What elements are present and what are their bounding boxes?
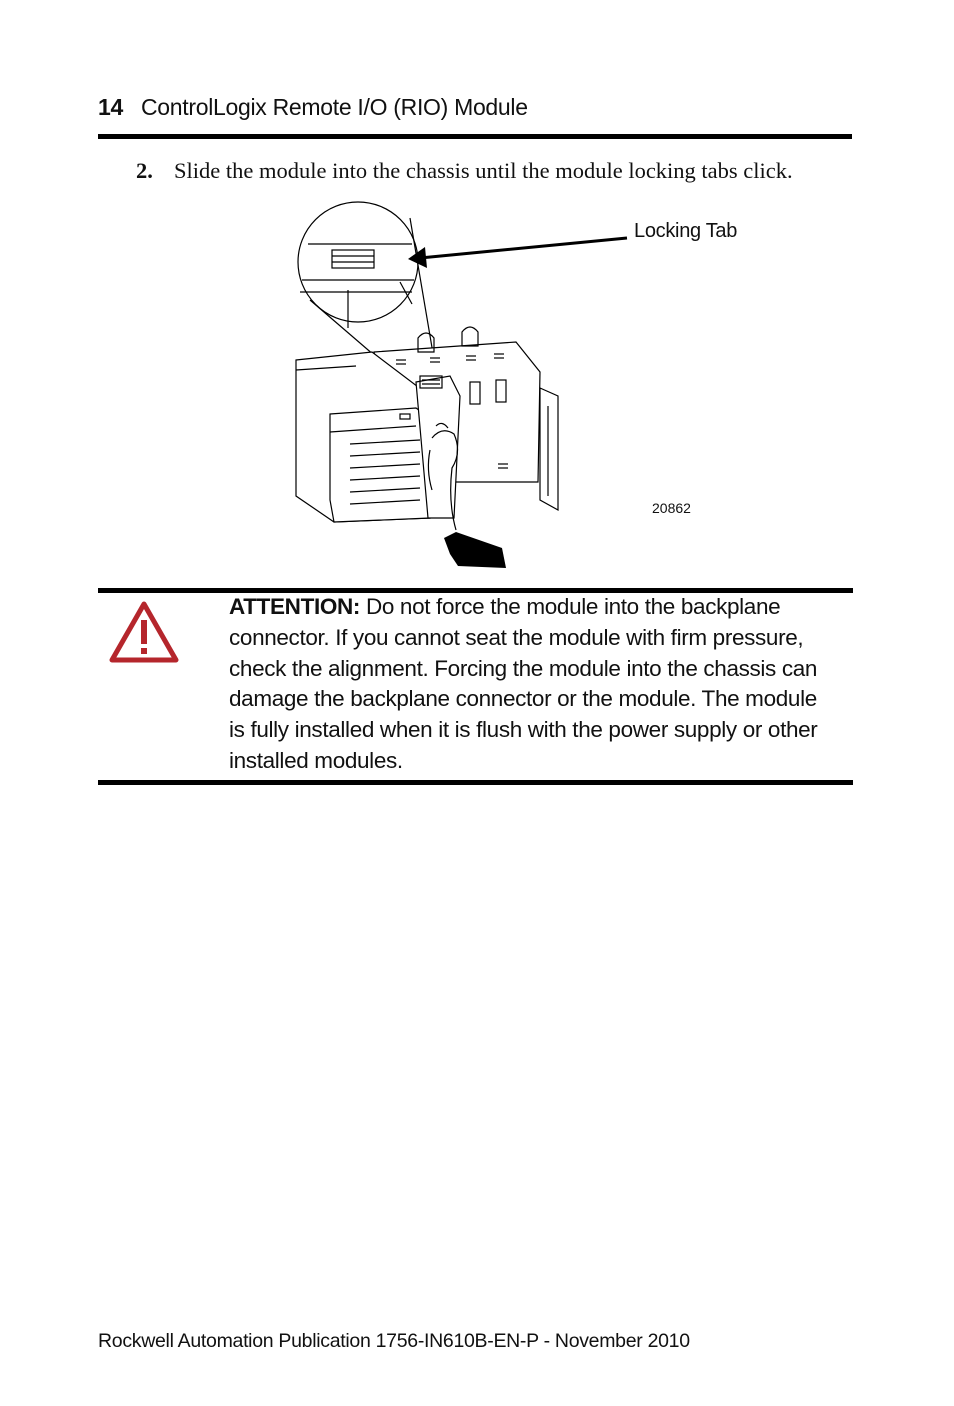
attention-text: Do not force the module into the backplane connector. If you cannot seat the module with firm pressure, check the alignment. Forcing the module into the chassis can damage the backplane connector or the module. The module is fully installed when it is flush with the power supply or other installed modules. xyxy=(229,594,818,773)
step-2 xyxy=(136,158,856,184)
locking-tab-callout: Locking Tab xyxy=(634,220,738,242)
figure-id: 20862 xyxy=(652,500,691,516)
step-text: Slide the module into the chassis until the module locking tabs click. xyxy=(174,158,793,183)
header-rule xyxy=(98,134,852,139)
page-number: 14 xyxy=(98,94,123,120)
attention-message xyxy=(229,592,829,777)
page-footer: Rockwell Automation Publication 1756-IN610B-EN-P - November 2010 xyxy=(98,1330,690,1352)
page-header xyxy=(98,94,852,124)
module-installation-figure xyxy=(290,200,750,572)
attention-bottom-rule xyxy=(98,780,853,785)
attention-label: ATTENTION: xyxy=(229,594,361,619)
chassis-illustration xyxy=(290,200,750,572)
warning-triangle-icon xyxy=(108,600,180,669)
step-number: 2. xyxy=(136,158,153,183)
header-title: ControlLogix Remote I/O (RIO) Module xyxy=(140,94,528,120)
